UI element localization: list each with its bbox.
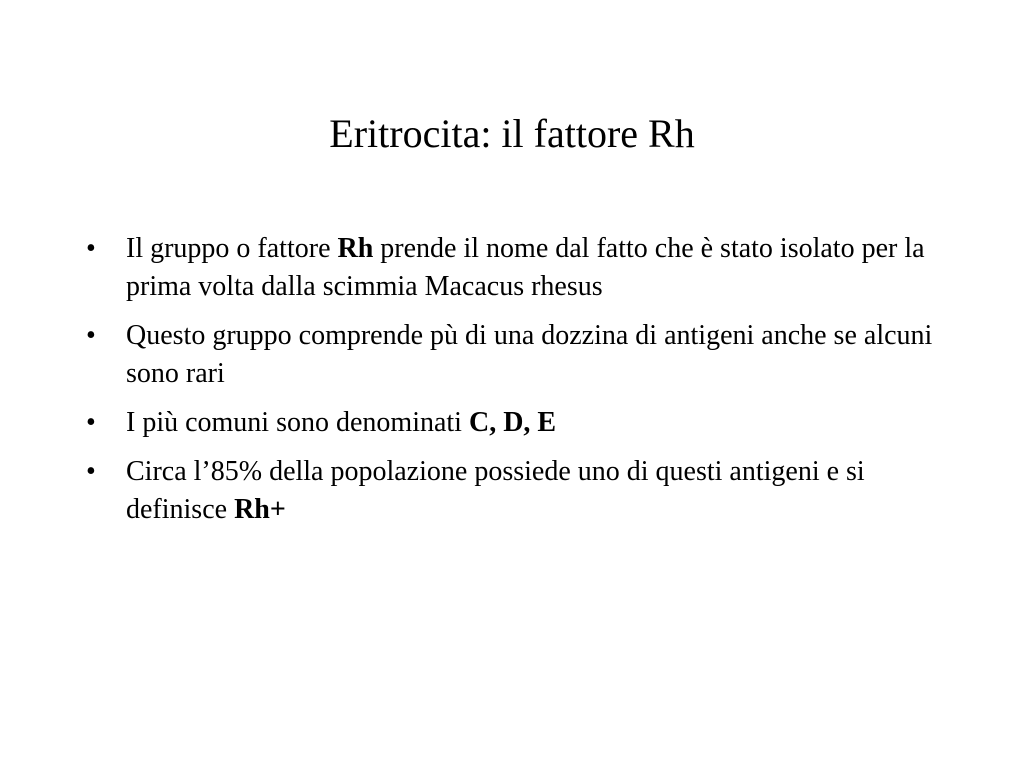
bullet-item-antigens — [86, 317, 946, 393]
slide-title: Eritrocita: il fattore Rh — [329, 111, 695, 156]
bullet-text-segment: prende il nome dal fatto che è stato isolato per la prima volta dalla scimmia Macacus rhesus — [126, 233, 925, 302]
bullet-text-bold: Rh — [337, 233, 374, 264]
bullet-text-bold: Rh+ — [234, 494, 286, 525]
bullet-text-segment: Circa l’85% della popolazione possiede uno di questi antigeni e si definisce — [126, 456, 865, 525]
bullet-text — [126, 407, 556, 438]
bullet-dot-icon: • — [86, 233, 96, 264]
bullet-text — [126, 456, 865, 525]
bullet-text-bold: C, D, E — [468, 407, 557, 438]
bullet-text-segment: Questo gruppo comprende pù di una dozzina di antigeni anche se alcuni sono rari — [126, 320, 933, 389]
bullet-item-population — [86, 453, 946, 529]
bullet-list — [86, 230, 946, 540]
bullet-dot-icon: • — [86, 456, 96, 487]
bullet-text — [126, 233, 925, 302]
bullet-text-segment: Il gruppo o fattore — [126, 233, 338, 264]
bullet-text — [126, 320, 932, 389]
bullet-text-segment: I più comuni sono denominati — [126, 407, 469, 438]
bullet-item-rh-origin — [86, 230, 946, 306]
bullet-dot-icon: • — [86, 407, 96, 438]
bullet-dot-icon: • — [86, 320, 96, 351]
bullet-item-common — [86, 404, 946, 442]
